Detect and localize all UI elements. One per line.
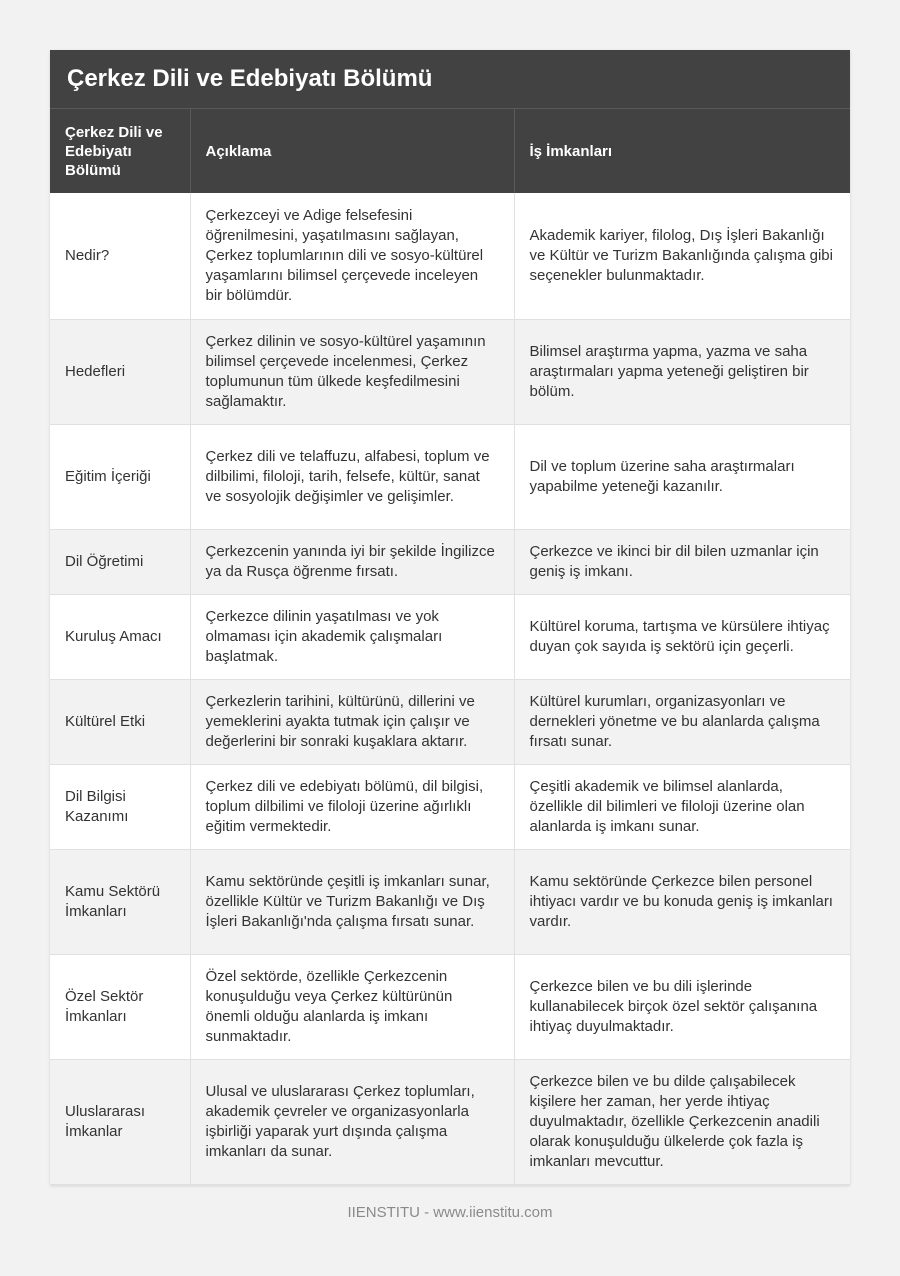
row-label: Kamu Sektörü İmkanları xyxy=(50,849,190,954)
row-label: Eğitim İçeriği xyxy=(50,424,190,529)
row-jobs: Çerkezce ve ikinci bir dil bilen uzmanlar için geniş iş imkanı. xyxy=(514,529,850,594)
table-header-row xyxy=(50,109,850,193)
row-jobs: Kamu sektöründe Çerkezce bilen personel ihtiyacı vardır ve bu konuda geniş iş imkanları vardır. xyxy=(514,849,850,954)
row-jobs: Akademik kariyer, filolog, Dış İşleri Bakanlığı ve Kültür ve Turizm Bakanlığında çalışma gibi seçenekler bulunmaktadır. xyxy=(514,193,850,319)
table-row xyxy=(50,764,850,849)
row-description: Çerkezceyi ve Adige felsefesini öğrenilmesini, yaşatılmasını sağlayan, Çerkez toplumlarının dili ve sosyo-kültürel yaşamlarını bilimsel çerçevede inceleyen bir bölümdür. xyxy=(190,193,514,319)
table-card xyxy=(50,50,850,1185)
column-header-description: Açıklama xyxy=(190,109,514,193)
row-label: Özel Sektör İmkanları xyxy=(50,954,190,1059)
row-description: Çerkez dili ve edebiyatı bölümü, dil bilgisi, toplum dilbilimi ve filoloji üzerine ağırlıklı eğitim vermektedir. xyxy=(190,764,514,849)
row-label: Hedefleri xyxy=(50,319,190,424)
table-row xyxy=(50,424,850,529)
table-row xyxy=(50,594,850,679)
table-row xyxy=(50,954,850,1059)
row-label: Dil Bilgisi Kazanımı xyxy=(50,764,190,849)
row-label: Nedir? xyxy=(50,193,190,319)
row-description: Ulusal ve uluslararası Çerkez toplumları, akademik çevreler ve organizasyonlarla işbirliği yaparak yurt dışında çalışma imkanları da sunar. xyxy=(190,1059,514,1184)
row-jobs: Çerkezce bilen ve bu dilde çalışabilecek kişilere her zaman, her yerde ihtiyaç duyulmaktadır, özellikle Çerkezcenin anadili olarak konuşulduğu ülkelerde çok fazla iş imkanları mevcuttur. xyxy=(514,1059,850,1184)
table-row xyxy=(50,319,850,424)
row-jobs: Kültürel koruma, tartışma ve kürsülere ihtiyaç duyan çok sayıda iş sektörü için geçerli. xyxy=(514,594,850,679)
table-row xyxy=(50,679,850,764)
row-description: Çerkezcenin yanında iyi bir şekilde İngilizce ya da Rusça öğrenme fırsatı. xyxy=(190,529,514,594)
row-jobs: Çerkezce bilen ve bu dili işlerinde kullanabilecek birçok özel sektör çalışanına ihtiyaç duyulmaktadır. xyxy=(514,954,850,1059)
row-description: Özel sektörde, özellikle Çerkezcenin konuşulduğu veya Çerkez kültürünün önemli olduğu alanlarda iş imkanı sunmaktadır. xyxy=(190,954,514,1059)
footer-credit: IIENSTITU - www.iienstitu.com xyxy=(347,1204,553,1221)
row-description: Çerkez dili ve telaffuzu, alfabesi, toplum ve dilbilimi, filoloji, tarih, felsefe, kültür, sanat ve sosyolojik değişimler ve gelişimler. xyxy=(190,424,514,529)
row-jobs: Kültürel kurumları, organizasyonları ve dernekleri yönetme ve bu alanlarda çalışma fırsatı sunar. xyxy=(514,679,850,764)
info-table xyxy=(50,109,850,1185)
row-label: Dil Öğretimi xyxy=(50,529,190,594)
row-jobs: Bilimsel araştırma yapma, yazma ve saha araştırmaları yapma yeteneği geliştiren bir bölüm. xyxy=(514,319,850,424)
row-description: Çerkez dilinin ve sosyo-kültürel yaşamının bilimsel çerçevede incelenmesi, Çerkez toplumunun tüm ülkede keşfedilmesini sağlamaktır. xyxy=(190,319,514,424)
column-header-topic: Çerkez Dili ve Edebiyatı Bölümü xyxy=(50,109,190,193)
table-row xyxy=(50,849,850,954)
row-label: Uluslararası İmkanlar xyxy=(50,1059,190,1184)
row-description: Kamu sektöründe çeşitli iş imkanları sunar, özellikle Kültür ve Turizm Bakanlığı ve Dış İşleri Bakanlığı'nda çalışma fırsatı sunar. xyxy=(190,849,514,954)
table-row xyxy=(50,193,850,319)
table-row xyxy=(50,529,850,594)
row-jobs: Çeşitli akademik ve bilimsel alanlarda, özellikle dil bilimleri ve filoloji üzerine olan alanlarda iş imkanı sunar. xyxy=(514,764,850,849)
row-label: Kültürel Etki xyxy=(50,679,190,764)
table-row xyxy=(50,1059,850,1184)
row-description: Çerkezce dilinin yaşatılması ve yok olmaması için akademik çalışmaları başlatmak. xyxy=(190,594,514,679)
page-title: Çerkez Dili ve Edebiyatı Bölümü xyxy=(50,50,850,109)
row-description: Çerkezlerin tarihini, kültürünü, dillerini ve yemeklerini ayakta tutmak için çalışır ve değerlerini bir sonraki kuşaklara aktarır. xyxy=(190,679,514,764)
row-jobs: Dil ve toplum üzerine saha araştırmaları yapabilme yeteneği kazanılır. xyxy=(514,424,850,529)
row-label: Kuruluş Amacı xyxy=(50,594,190,679)
column-header-jobs: İş İmkanları xyxy=(514,109,850,193)
